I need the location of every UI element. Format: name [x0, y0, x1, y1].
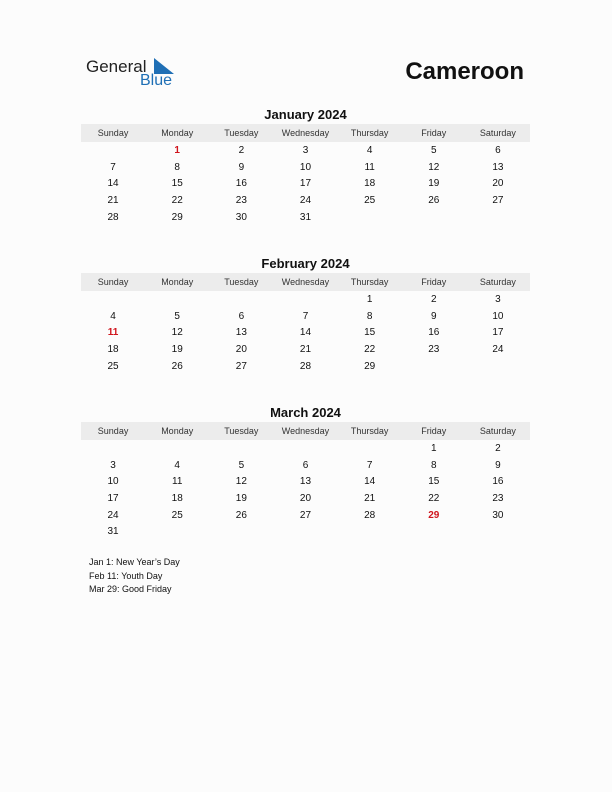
week-row: [81, 291, 530, 308]
day-cell: 6: [238, 310, 245, 322]
day-cell: 26: [171, 360, 183, 372]
week-row: [81, 341, 530, 358]
day-cell: 15: [171, 178, 183, 190]
weekday-label: Wednesday: [281, 128, 330, 138]
day-cell: 9: [238, 161, 245, 173]
day-cell: 25: [107, 360, 119, 372]
weekday-header-row: [81, 124, 530, 142]
weekday-label: Thursday: [350, 277, 389, 287]
day-cell: 10: [107, 476, 119, 488]
day-cell: 25: [171, 509, 183, 521]
month-calendar-march: [81, 404, 530, 540]
day-cell: 12: [428, 161, 440, 173]
weekday-label: Friday: [421, 128, 447, 138]
weekday-label: Friday: [421, 426, 447, 436]
month-calendar-january: [81, 106, 530, 225]
day-cell: 24: [107, 509, 119, 521]
week-row: [81, 490, 530, 507]
day-cell: 21: [299, 343, 312, 355]
weekday-label: Saturday: [479, 277, 516, 287]
day-cell: 21: [364, 492, 376, 504]
week-row: [81, 358, 530, 375]
week-row: [81, 192, 530, 209]
day-cell: 28: [107, 211, 119, 223]
day-cell: 2: [430, 293, 437, 305]
day-cell: 25: [364, 194, 376, 206]
weekday-label: Thursday: [350, 128, 389, 138]
day-cell: 19: [235, 492, 247, 504]
day-cell: 22: [171, 194, 183, 206]
day-cell: 5: [174, 310, 180, 322]
weekday-label: Wednesday: [281, 277, 330, 287]
weekday-label: Tuesday: [224, 426, 259, 436]
day-cell: 10: [299, 161, 312, 173]
day-cell: 14: [364, 476, 376, 488]
day-cell: 8: [430, 459, 437, 471]
day-cell: 5: [430, 144, 437, 156]
day-cell: 1: [366, 293, 373, 305]
day-cell: 8: [366, 310, 373, 322]
day-cell: 19: [171, 343, 183, 355]
country-title: Cameroon: [405, 58, 524, 85]
week-row: [81, 175, 530, 192]
day-cell: 2: [238, 144, 245, 156]
holiday-list: [89, 556, 180, 597]
day-cell: 26: [235, 509, 247, 521]
day-cell: 30: [235, 211, 247, 223]
holiday-day-cell: 11: [107, 327, 119, 339]
day-cell: 22: [364, 343, 376, 355]
day-cell: 20: [235, 343, 247, 355]
day-cell: 13: [299, 476, 312, 488]
day-cell: 7: [366, 459, 373, 471]
day-cell: 6: [302, 459, 309, 471]
day-cell: 31: [299, 211, 312, 223]
generalblue-logo: [86, 55, 186, 91]
holiday-list-item: Jan 1: New Year’s Day: [89, 557, 180, 567]
day-cell: 1: [430, 442, 437, 454]
day-cell: 17: [492, 327, 504, 339]
day-cell: 19: [428, 178, 440, 190]
day-cell: 15: [364, 327, 376, 339]
week-row: [81, 440, 530, 457]
day-cell: 31: [107, 526, 119, 538]
day-cell: 3: [302, 144, 309, 156]
day-cell: 4: [366, 144, 373, 156]
day-cell: 24: [299, 194, 312, 206]
day-cell: 17: [107, 492, 119, 504]
day-cell: 13: [235, 327, 247, 339]
weekday-label: Saturday: [479, 426, 516, 436]
holiday-list-item: Mar 29: Good Friday: [89, 584, 172, 594]
weekday-label: Friday: [421, 277, 447, 287]
day-cell: 18: [171, 492, 183, 504]
weekday-label: Wednesday: [281, 426, 330, 436]
day-cell: 27: [299, 509, 312, 521]
day-cell: 29: [364, 360, 376, 372]
weekday-label: Thursday: [350, 426, 389, 436]
day-cell: 3: [495, 293, 501, 305]
weekday-header-row: [81, 273, 530, 291]
week-row: [81, 209, 530, 226]
weekday-header-row: [81, 422, 530, 440]
month-title: February 2024: [261, 256, 350, 271]
day-cell: 9: [430, 310, 437, 322]
day-cell: 12: [171, 327, 183, 339]
holiday-day-cell: 29: [428, 509, 440, 521]
week-row: [81, 142, 530, 159]
day-cell: 8: [174, 161, 180, 173]
day-cell: 4: [174, 459, 180, 471]
weekday-label: Monday: [161, 277, 194, 287]
day-cell: 18: [107, 343, 119, 355]
week-row: [81, 308, 530, 325]
day-cell: 5: [238, 459, 245, 471]
day-cell: 21: [107, 194, 119, 206]
weekday-label: Tuesday: [224, 277, 259, 287]
day-cell: 23: [492, 492, 504, 504]
day-cell: 2: [495, 442, 501, 454]
holiday-day-cell: 1: [174, 144, 180, 156]
day-cell: 22: [428, 492, 440, 504]
logo-text-blue: Blue: [140, 72, 173, 89]
month-calendar-february: [81, 255, 530, 374]
day-cell: 26: [428, 194, 440, 206]
day-cell: 11: [172, 476, 183, 488]
week-row: [81, 473, 530, 490]
day-cell: 14: [299, 327, 312, 339]
week-row: [81, 457, 530, 474]
day-cell: 16: [428, 327, 440, 339]
weekday-label: Sunday: [97, 128, 129, 138]
week-row: [81, 159, 530, 176]
day-cell: 23: [428, 343, 440, 355]
day-cell: 24: [492, 343, 504, 355]
weekday-label: Monday: [161, 128, 194, 138]
day-cell: 30: [492, 509, 504, 521]
day-cell: 16: [235, 178, 247, 190]
day-cell: 9: [495, 459, 501, 471]
day-cell: 11: [364, 161, 375, 173]
logo-text-general: General: [86, 57, 147, 76]
day-cell: 28: [364, 509, 376, 521]
week-row: [81, 507, 530, 524]
day-cell: 12: [235, 476, 247, 488]
holiday-list-item: Feb 11: Youth Day: [89, 570, 163, 581]
week-row: [81, 523, 530, 540]
day-cell: 23: [235, 194, 247, 206]
day-cell: 15: [428, 476, 440, 488]
day-cell: 14: [107, 178, 119, 190]
day-cell: 6: [495, 144, 501, 156]
day-cell: 27: [492, 194, 504, 206]
day-cell: 16: [492, 476, 504, 488]
weekday-label: Saturday: [479, 128, 516, 138]
week-row: [81, 324, 530, 341]
day-cell: 20: [492, 178, 504, 190]
month-title: January 2024: [264, 107, 347, 122]
weekday-label: Monday: [161, 426, 194, 436]
weekday-label: Sunday: [97, 426, 129, 436]
day-cell: 17: [299, 178, 312, 190]
day-cell: 18: [364, 178, 376, 190]
day-cell: 13: [492, 161, 504, 173]
day-cell: 3: [110, 459, 116, 471]
day-cell: 28: [299, 360, 312, 372]
day-cell: 29: [171, 211, 183, 223]
day-cell: 4: [110, 310, 116, 322]
weekday-label: Sunday: [97, 277, 129, 287]
day-cell: 27: [235, 360, 247, 372]
day-cell: 7: [110, 161, 116, 173]
day-cell: 20: [299, 492, 312, 504]
day-cell: 10: [492, 310, 504, 322]
month-title: March 2024: [270, 405, 341, 420]
day-cell: 7: [302, 310, 309, 322]
weekday-label: Tuesday: [224, 128, 259, 138]
